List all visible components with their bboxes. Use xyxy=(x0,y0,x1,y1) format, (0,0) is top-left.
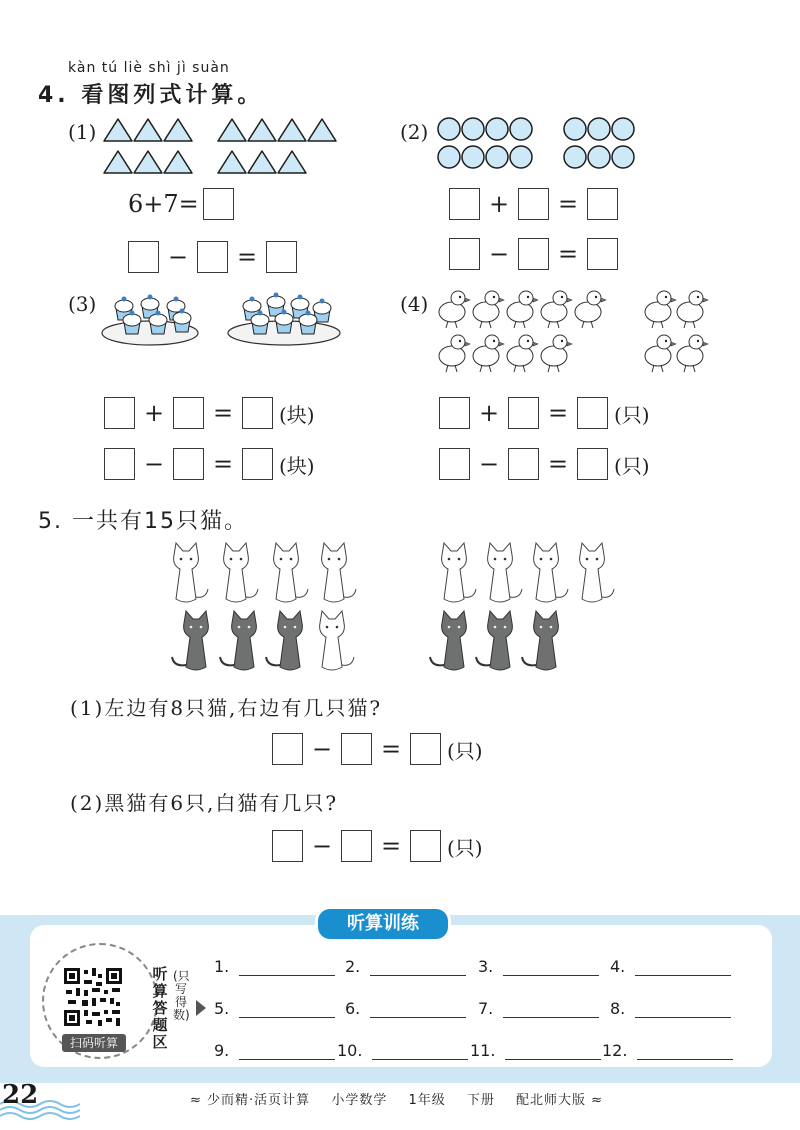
answer-line-8[interactable]: 8. xyxy=(610,999,731,1018)
chicks-figure xyxy=(436,288,716,378)
unit-label: (只) xyxy=(447,738,483,763)
equals-sign: = xyxy=(236,243,258,271)
answer-box[interactable] xyxy=(128,241,159,273)
footer-subject: 小学数学 xyxy=(331,1093,388,1108)
q5-sub2-text: (2)黑猫有6只,白猫有几只? xyxy=(70,791,339,815)
q4-p4-label: (4) xyxy=(400,292,429,316)
q4-p3-eq2 xyxy=(104,448,315,480)
q4-p2-label: (2) xyxy=(400,120,429,144)
minus-sign: − xyxy=(478,450,500,478)
unit-label: (只) xyxy=(614,453,650,478)
footer-volume: 下册 xyxy=(466,1093,495,1108)
answer-box[interactable] xyxy=(439,397,470,429)
equals-sign: = xyxy=(380,735,402,763)
q4-p4-eq1 xyxy=(439,397,650,429)
answer-line-3[interactable]: 3. xyxy=(478,957,599,976)
footer-series: ≈ 少而精·活页计算 xyxy=(190,1093,311,1108)
page-number: 22 xyxy=(2,1080,39,1110)
answer-box[interactable] xyxy=(449,238,480,270)
minus-sign: − xyxy=(488,240,510,268)
q5-sub1-eq xyxy=(272,733,483,765)
plus-sign: + xyxy=(143,399,165,427)
answer-box[interactable] xyxy=(203,188,234,220)
equals-sign: = xyxy=(212,450,234,478)
answer-box[interactable] xyxy=(508,397,539,429)
answer-box[interactable] xyxy=(104,397,135,429)
q4-p1-given-expr: 6+7= xyxy=(128,190,199,218)
footer-grade: 1年级 xyxy=(408,1093,446,1108)
listening-title: 听算训练 xyxy=(318,909,448,939)
equals-sign: = xyxy=(212,399,234,427)
footer-info xyxy=(190,1089,619,1108)
equals-sign: = xyxy=(547,399,569,427)
equals-sign: = xyxy=(557,190,579,218)
minus-sign: − xyxy=(167,243,189,271)
answer-box[interactable] xyxy=(272,733,303,765)
answer-box[interactable] xyxy=(242,397,273,429)
minus-sign: − xyxy=(311,735,333,763)
answer-line-6[interactable]: 6. xyxy=(345,999,466,1018)
plus-sign: + xyxy=(488,190,510,218)
q4-p2-eq1 xyxy=(449,188,618,220)
q5-sub1-text: (1)左边有8只猫,右边有几只猫? xyxy=(70,696,383,720)
answer-area-note: (只写得数) xyxy=(173,969,190,1022)
q5-title: 5. 一共有15只猫。 xyxy=(38,509,248,534)
answer-line-5[interactable]: 5. xyxy=(214,999,335,1018)
unit-label: (只) xyxy=(614,402,650,427)
answer-box[interactable] xyxy=(587,188,618,220)
answer-line-10[interactable]: 10. xyxy=(337,1041,468,1060)
answer-box[interactable] xyxy=(587,238,618,270)
equals-sign: = xyxy=(380,832,402,860)
answer-line-7[interactable]: 7. xyxy=(478,999,599,1018)
answer-line-1[interactable]: 1. xyxy=(214,957,335,976)
q4-title: 4. 看图列式计算。 xyxy=(38,83,264,108)
q4-p1-label: (1) xyxy=(68,120,97,144)
qr-label: 扫码听算 xyxy=(62,1034,126,1052)
answer-box[interactable] xyxy=(577,397,608,429)
answer-line-11[interactable]: 11. xyxy=(470,1041,601,1060)
triangles-figure xyxy=(100,115,340,177)
unit-label: (只) xyxy=(447,835,483,860)
answer-box[interactable] xyxy=(518,238,549,270)
answer-box[interactable] xyxy=(197,241,228,273)
answer-line-4[interactable]: 4. xyxy=(610,957,731,976)
q4-p1-eq1 xyxy=(128,188,234,220)
answer-box[interactable] xyxy=(242,448,273,480)
q4-p3-eq1 xyxy=(104,397,315,429)
q4-p2-eq2 xyxy=(449,238,618,270)
q4-p1-eq2 xyxy=(128,241,297,273)
minus-sign: − xyxy=(311,832,333,860)
answer-box[interactable] xyxy=(439,448,470,480)
equals-sign: = xyxy=(557,240,579,268)
q4-p4-eq2 xyxy=(439,448,650,480)
q5-sub2-eq xyxy=(272,830,483,862)
answer-box[interactable] xyxy=(449,188,480,220)
answer-box[interactable] xyxy=(173,397,204,429)
answer-area-label: 听算答题区 xyxy=(152,965,168,1051)
answer-box[interactable] xyxy=(518,188,549,220)
answer-box[interactable] xyxy=(577,448,608,480)
answer-box[interactable] xyxy=(173,448,204,480)
unit-label: (块) xyxy=(279,402,315,427)
answer-box[interactable] xyxy=(341,733,372,765)
answer-line-9[interactable]: 9. xyxy=(214,1041,335,1060)
unit-label: (块) xyxy=(279,453,315,478)
equals-sign: = xyxy=(547,450,569,478)
minus-sign: − xyxy=(143,450,165,478)
answer-box[interactable] xyxy=(341,830,372,862)
answer-box[interactable] xyxy=(104,448,135,480)
cats-figure xyxy=(160,535,620,675)
answer-box[interactable] xyxy=(266,241,297,273)
q4-p3-label: (3) xyxy=(68,292,97,316)
answer-line-2[interactable]: 2. xyxy=(345,957,466,976)
plus-sign: + xyxy=(478,399,500,427)
qr-code-icon[interactable] xyxy=(62,966,124,1028)
answer-box[interactable] xyxy=(410,830,441,862)
arrow-right-icon xyxy=(196,1000,206,1016)
answer-box[interactable] xyxy=(272,830,303,862)
footer-edition: 配北师大版 ≈ xyxy=(516,1093,604,1108)
q4-pinyin: kàn tú liè shì jì suàn xyxy=(68,60,230,76)
answer-line-12[interactable]: 12. xyxy=(602,1041,733,1060)
answer-box[interactable] xyxy=(508,448,539,480)
circles-figure xyxy=(436,114,636,172)
answer-box[interactable] xyxy=(410,733,441,765)
cupcake-plates-figure xyxy=(100,288,390,350)
